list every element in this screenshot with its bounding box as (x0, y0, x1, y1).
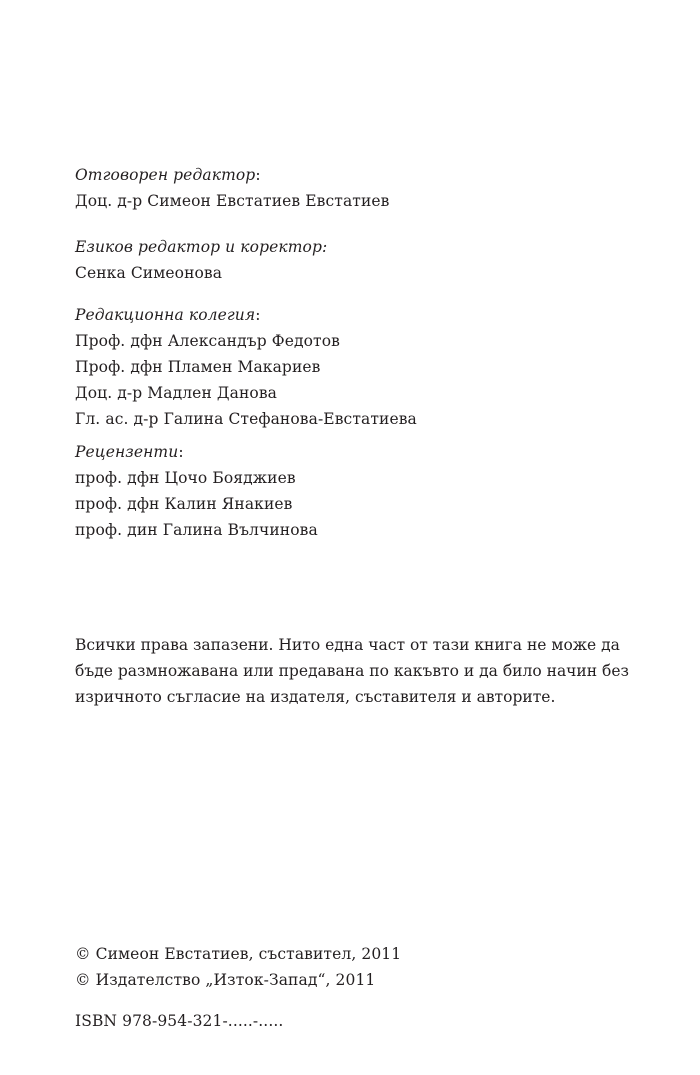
reviewer: проф. дфн Цочо Бояджиев (75, 469, 296, 487)
reviewer: проф. дин Галина Вълчинова (75, 521, 318, 539)
editorial-board-heading: Редакционна колегия: (75, 306, 261, 324)
board-member: Гл. ас. д-р Галина Стефанова-Евстатиева (75, 410, 417, 428)
board-member: Доц. д-р Мадлен Данова (75, 384, 277, 402)
editorial-board-section (75, 302, 417, 432)
rights-notice-line: изричното съгласие на издателя, съставителя и авторите. (75, 688, 556, 706)
reviewers-section (75, 439, 318, 543)
language-editor-section (75, 234, 327, 286)
copyright-line: © Симеон Евстатиев, съставител, 2011 (75, 945, 402, 963)
responsible-editor-heading: Отговорен редактор: (75, 166, 261, 184)
reviewers-heading: Рецензенти: (75, 443, 184, 461)
language-editor-heading: Езиков редактор и коректор: (75, 238, 328, 256)
board-member: Проф. дфн Пламен Макариев (75, 358, 321, 376)
copyright-line: © Издателство „Изток-Запад“, 2011 (75, 971, 376, 989)
board-member: Проф. дфн Александър Федотов (75, 332, 340, 350)
copyright-section (75, 941, 401, 993)
language-editor-name: Сенка Симеонова (75, 264, 223, 282)
reviewer: проф. дфн Калин Янакиев (75, 495, 293, 513)
rights-notice (75, 632, 635, 710)
responsible-editor-name: Доц. д-р Симеон Евстатиев Евстатиев (75, 192, 390, 210)
rights-notice-line: Всички права запазени. Нито една част от тази книга не може да (75, 636, 620, 654)
rights-notice-line: бъде размножавана или предавана по какъвто и да било начин без (75, 662, 629, 680)
responsible-editor-section (75, 162, 390, 214)
isbn-section (75, 1008, 283, 1034)
isbn: ISBN 978-954-321-.....-..... (75, 1012, 284, 1030)
